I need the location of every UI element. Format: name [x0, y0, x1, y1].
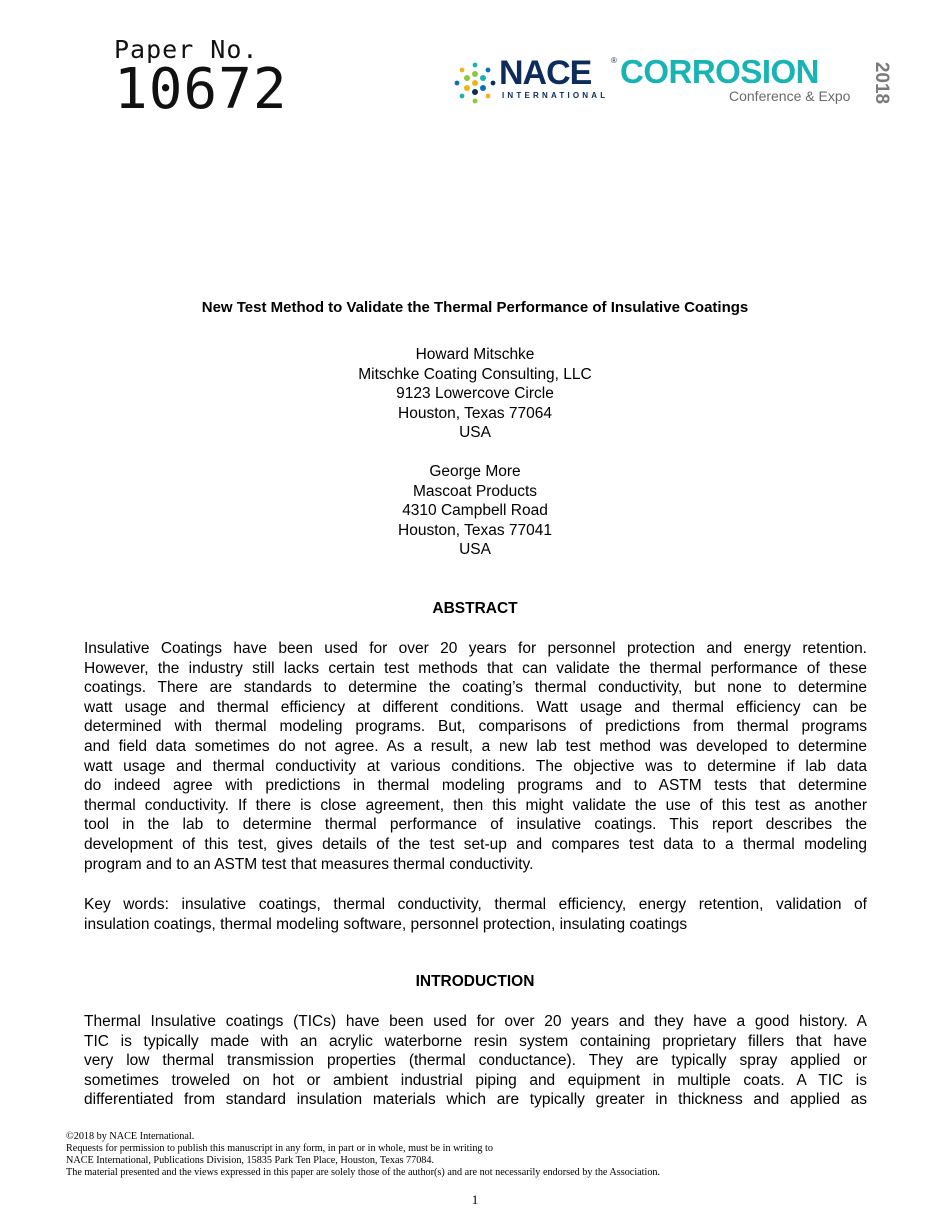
abstract-line: Insulative Coatings have been used for over 20 years for personnel protection and energy retention.	[84, 640, 867, 657]
disclaimer-line: The material presented and the views expressed in this paper are solely those of the author(s) and are not necessarily endorsed by the Association.	[66, 1167, 661, 1178]
author-street: 9123 Lowercove Circle	[396, 385, 554, 403]
author-name: George More	[429, 463, 521, 480]
paper-title: New Test Method to Validate the Thermal Performance of Insulative Coatings	[201, 299, 749, 316]
nace-corrosion-logo	[452, 54, 898, 110]
abstract-line: and field data sometimes do not agree. As a result, a new lab test method was developed to determine	[84, 737, 867, 755]
author-country: USA	[459, 541, 491, 559]
author-name: Howard Mitschke	[415, 346, 535, 363]
keywords-line: Key words: insulative coatings, thermal conductivity, thermal efficiency, energy retention, validation of	[84, 896, 867, 913]
registered-mark: ®	[611, 56, 617, 65]
copyright-line: ©2018 by NACE International.	[66, 1131, 195, 1142]
author-country: USA	[459, 424, 491, 442]
abstract-paragraph	[84, 639, 867, 874]
nace-globe-icon	[452, 60, 498, 106]
abstract-line: watt usage and thermal conductivity at various conditions. The objective was to determine if lab data	[84, 757, 867, 775]
paper-number: 10672	[114, 57, 288, 122]
introduction-line: TIC is typically made with an acrylic waterborne resin system containing proprietary fillers that have	[84, 1032, 867, 1050]
abstract-line: tool in the lab to determine thermal performance of insulative coatings. This report describes the	[84, 816, 867, 834]
copyright-footer	[66, 1131, 660, 1179]
introduction-line: Thermal Insulative coatings (TICs) have been used for over 20 years and they have a good history. A	[84, 1013, 867, 1030]
author-affiliation: Mitschke Coating Consulting, LLC	[358, 365, 592, 383]
nace-wordmark: NACE	[499, 54, 592, 92]
abstract-line: watt usage and thermal efficiency at different conditions. Watt usage and thermal efficiency can be	[84, 698, 867, 716]
author-street: 4310 Campbell Road	[402, 502, 548, 520]
introduction-line: sometimes troweled on hot or ambient industrial piping and equipment in multiple coats. A TIC is	[84, 1071, 867, 1089]
abstract-line: determined with thermal modeling programs. But, comparisons of predictions from thermal programs	[84, 718, 867, 736]
author-block-2	[0, 462, 950, 560]
abstract-line: development of this test, gives details of the test set-up and compares test data to a thermal modeling	[84, 835, 867, 853]
author-block-1	[0, 345, 950, 443]
permission-line: Requests for permission to publish this manuscript in any form, in part or in whole, must be in writing to	[66, 1143, 493, 1154]
introduction-line: very low thermal transmission properties (thermal conductance). They are typically spray applied or	[84, 1052, 867, 1070]
abstract-line: thermal conductivity. If there is close agreement, then this might validate the use of this test as another	[84, 796, 867, 814]
introduction-paragraph	[84, 1012, 867, 1110]
conference-expo-text: Conference & Expo	[729, 88, 851, 104]
corrosion-wordmark: CORROSION	[620, 53, 820, 90]
author-city: Houston, Texas 77064	[398, 404, 552, 422]
page-number: 1	[471, 1192, 479, 1207]
abstract-line: program and to an ASTM test that measures thermal conductivity.	[84, 855, 534, 873]
paper-label: Paper No.	[114, 35, 259, 64]
introduction-line: differentiated from standard insulation materials which are typically greater in thickness and applied as	[84, 1091, 867, 1109]
author-affiliation: Mascoat Products	[412, 482, 538, 500]
address-line: NACE International, Publications Division, 15835 Park Ten Place, Houston, Texas 77084.	[66, 1155, 435, 1166]
abstract-line: coatings. There are standards to determine the coating’s thermal conductivity, but none to determine	[84, 679, 867, 697]
abstract-line: do indeed agree with predictions in thermal modeling programs and to ASTM tests that determine	[84, 777, 867, 795]
nace-international-text: INTERNATIONAL	[502, 91, 609, 100]
paper-number-block	[114, 35, 288, 122]
abstract-line: However, the industry still lacks certain test methods that can validate the thermal performance of these	[84, 659, 867, 677]
abstract-heading: ABSTRACT	[432, 600, 518, 617]
year-vertical	[871, 56, 896, 108]
author-city: Houston, Texas 77041	[398, 521, 552, 539]
introduction-heading: INTRODUCTION	[415, 973, 535, 990]
keywords-paragraph	[84, 895, 867, 934]
year-text: 2018	[871, 61, 893, 105]
keywords-line: insulation coatings, thermal modeling software, personnel protection, insulating coatings	[84, 915, 688, 933]
